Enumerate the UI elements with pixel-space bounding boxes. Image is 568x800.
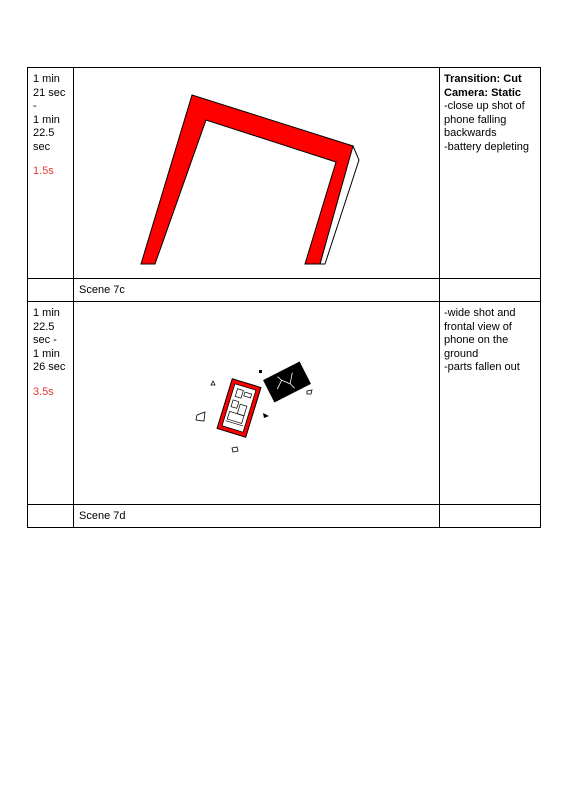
time-cell bbox=[28, 68, 74, 279]
image-cell bbox=[74, 68, 440, 279]
phone-body bbox=[217, 379, 261, 437]
duration-label: 1.5s bbox=[33, 165, 54, 177]
scene-label: Scene 7d bbox=[79, 510, 126, 522]
label-spacer bbox=[28, 505, 74, 528]
phone-red-frame bbox=[141, 95, 353, 264]
fallen-part bbox=[307, 390, 312, 394]
label-spacer bbox=[440, 279, 541, 302]
notes-body: -close up shot of phone falling backwards -battery depleting bbox=[444, 100, 529, 153]
time-range: 1 min 22.5 sec - 1 min 26 sec bbox=[33, 307, 66, 373]
back-cover bbox=[264, 362, 311, 402]
time-cell bbox=[28, 302, 74, 505]
fallen-part bbox=[196, 412, 205, 421]
notes-cell bbox=[440, 302, 541, 505]
fallen-part bbox=[263, 413, 269, 418]
sketch-frame bbox=[74, 68, 439, 278]
notes-body: -wide shot and frontal view of phone on the ground -parts fallen out bbox=[444, 307, 520, 373]
label-row-7d bbox=[28, 505, 541, 528]
scene-label-cell bbox=[74, 505, 440, 528]
fallen-part bbox=[232, 447, 238, 452]
fallen-part bbox=[211, 381, 215, 385]
notes-heading: Transition: Cut Camera: Static bbox=[444, 73, 522, 99]
time-range: 1 min 21 sec - 1 min 22.5 sec bbox=[33, 73, 66, 153]
storyboard-table bbox=[27, 67, 541, 528]
scene-label-cell bbox=[74, 279, 440, 302]
fallen-part bbox=[259, 370, 262, 373]
scene-label: Scene 7c bbox=[79, 284, 125, 296]
image-cell bbox=[74, 302, 440, 505]
panel-row-7d bbox=[28, 302, 541, 505]
notes-text bbox=[440, 68, 540, 154]
panel-row-7c bbox=[28, 68, 541, 279]
duration-label: 3.5s bbox=[33, 385, 54, 398]
label-spacer bbox=[28, 279, 74, 302]
notes-cell bbox=[440, 68, 541, 279]
phone-falling-sketch bbox=[74, 68, 439, 278]
sketch-frame bbox=[74, 302, 439, 504]
label-spacer bbox=[440, 505, 541, 528]
phone-on-ground-sketch bbox=[74, 302, 439, 504]
label-row-7c bbox=[28, 279, 541, 302]
